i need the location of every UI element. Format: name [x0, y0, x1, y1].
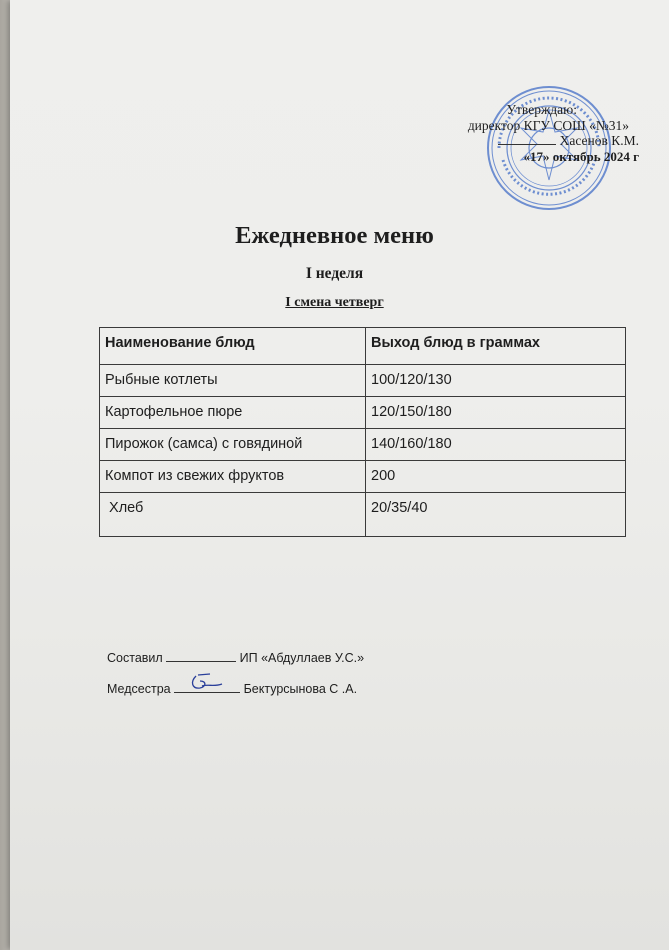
approval-line-1: Утверждаю:	[506, 102, 577, 117]
approval-line-3	[468, 133, 639, 149]
column-header-dish: Наименование блюд	[100, 328, 366, 365]
dish-name: Компот из свежих фруктов	[100, 461, 366, 493]
dish-name: Рыбные котлеты	[100, 365, 366, 397]
compiled-by-name: ИП «Абдуллаев У.С.»	[239, 651, 365, 665]
table-row	[100, 493, 626, 537]
dish-portion: 100/120/130	[366, 365, 626, 397]
approval-director-name: Хасенов К.М.	[559, 133, 639, 148]
menu-table	[99, 327, 626, 537]
table-row	[100, 397, 626, 429]
dish-portion: 140/160/180	[366, 429, 626, 461]
approval-block	[468, 102, 639, 164]
week-label: I неделя	[305, 265, 364, 282]
nurse-name: Бектурсынова С .А.	[243, 682, 358, 696]
column-header-portion: Выход блюд в граммах	[366, 328, 626, 365]
dish-portion: 200	[366, 461, 626, 493]
dish-name: Пирожок (самса) с говядиной	[100, 429, 366, 461]
nurse-signature-icon	[188, 672, 228, 692]
approval-date: «17» октябрь 2024 г	[523, 148, 639, 164]
shift-label: I смена четверг	[285, 295, 384, 310]
table-row	[100, 461, 626, 493]
dish-portion: 20/35/40	[366, 493, 626, 537]
table-row	[100, 365, 626, 397]
compiled-by-line	[107, 651, 364, 665]
nurse-line	[107, 682, 357, 696]
table-header-row	[100, 328, 626, 365]
approval-signature-line	[498, 144, 556, 145]
compiled-by-label: Составил	[107, 651, 163, 665]
dish-name: Хлеб	[100, 493, 366, 537]
approval-line-2: директор КГУ СОШ «№31»	[467, 117, 629, 133]
nurse-signature-line	[174, 682, 240, 693]
table-row	[100, 429, 626, 461]
compiled-signature-line	[166, 651, 236, 662]
page-title: Ежедневное меню	[235, 222, 434, 249]
dish-portion: 120/150/180	[366, 397, 626, 429]
dish-name: Картофельное пюре	[100, 397, 366, 429]
nurse-label: Медсестра	[107, 682, 171, 696]
